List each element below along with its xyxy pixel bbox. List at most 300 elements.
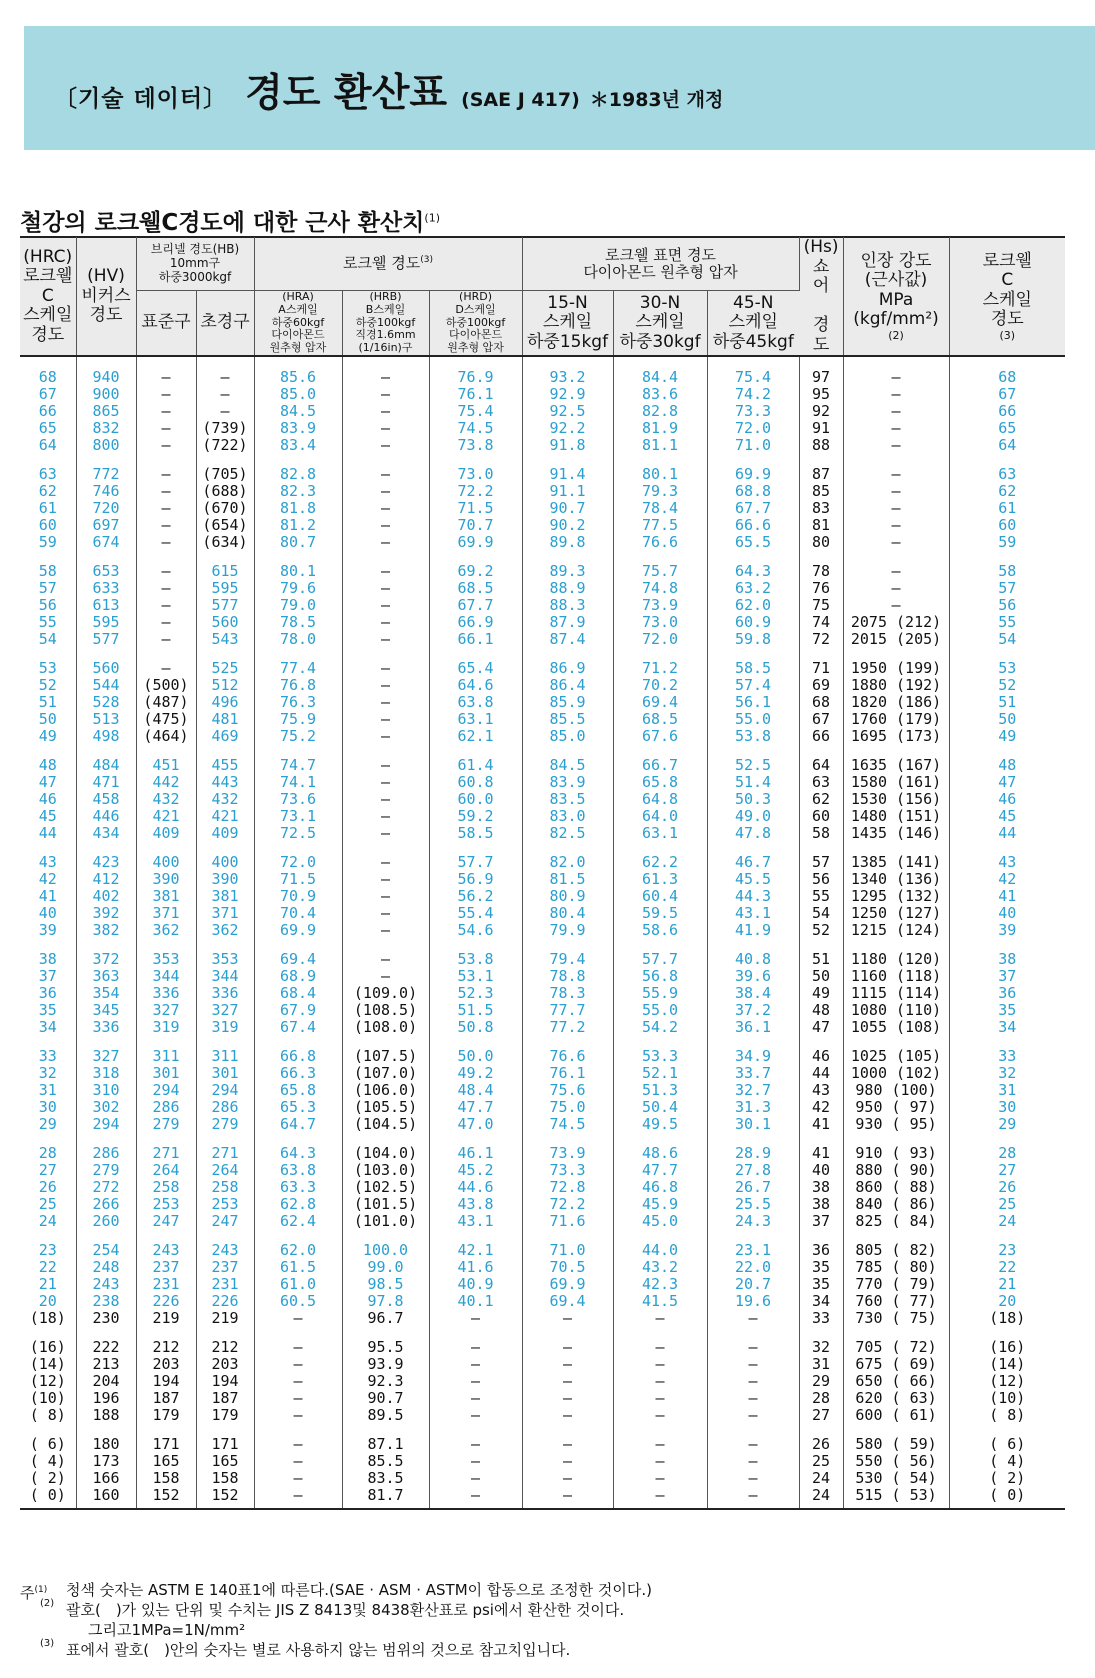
cell-tensile: — xyxy=(843,420,949,437)
cell-45n: 34.9 xyxy=(707,1036,799,1065)
cell-tensile: — xyxy=(843,500,949,517)
cell-tensile: 840 ( 86) xyxy=(843,1196,949,1213)
cell-hb-standard: 165 xyxy=(136,1453,196,1470)
cell-30n: 75.7 xyxy=(613,551,707,580)
table-row xyxy=(20,1424,1065,1453)
cell-15n: 69.4 xyxy=(522,1293,613,1310)
cell-45n: — xyxy=(707,1407,799,1424)
cell-hrc-right: 66 xyxy=(998,402,1017,421)
cell-hrd: 74.5 xyxy=(429,420,522,437)
cell-hrb: (107.5) xyxy=(342,1036,429,1065)
cell-hrc: 67 xyxy=(20,386,76,403)
table-row xyxy=(20,403,1065,420)
table-row xyxy=(20,939,1065,968)
cell-hb-carbide: 615 xyxy=(196,551,254,580)
cell-hrb: — xyxy=(342,677,429,694)
cell-hrc: 33 xyxy=(20,1036,76,1065)
cell-45n: 65.5 xyxy=(707,534,799,551)
table-row xyxy=(20,745,1065,774)
cell-tensile: 1435 (146) xyxy=(843,825,949,842)
cell-hv: 188 xyxy=(76,1407,136,1424)
cell-30n: 57.7 xyxy=(613,939,707,968)
hardness-conversion-table xyxy=(20,236,1065,1510)
cell-hb-standard: 311 xyxy=(136,1036,196,1065)
cell-hrc-right: ( 2) xyxy=(989,1469,1026,1488)
cell-15n: 85.0 xyxy=(522,728,613,745)
cell-hv: 544 xyxy=(76,677,136,694)
cell-15n: 83.5 xyxy=(522,791,613,808)
cell-hv: 345 xyxy=(76,1002,136,1019)
cell-45n: — xyxy=(707,1453,799,1470)
cell-hs: 60 xyxy=(799,808,843,825)
cell-hrc: 49 xyxy=(20,728,76,745)
cell-30n: 65.8 xyxy=(613,774,707,791)
cell-hs: 72 xyxy=(799,631,843,648)
cell-15n: — xyxy=(522,1487,613,1509)
cell-hrb: — xyxy=(342,871,429,888)
cell-hrc: 40 xyxy=(20,905,76,922)
col-hrd: (HRD) D스케일 하중100kgf 다이아몬드 원추형 압자 xyxy=(429,290,522,356)
cell-45n: 75.4 xyxy=(707,356,799,386)
cell-hb-standard: — xyxy=(136,403,196,420)
table-row xyxy=(20,711,1065,728)
cell-hv: 392 xyxy=(76,905,136,922)
cell-hra: 85.0 xyxy=(254,386,342,403)
cell-45n: 60.9 xyxy=(707,614,799,631)
cell-30n: — xyxy=(613,1310,707,1327)
cell-hrc-right: 38 xyxy=(998,950,1017,969)
cell-hb-carbide: 381 xyxy=(196,888,254,905)
cell-45n: 20.7 xyxy=(707,1276,799,1293)
cell-hs: 83 xyxy=(799,500,843,517)
cell-tensile: 550 ( 56) xyxy=(843,1453,949,1470)
cell-30n: 81.9 xyxy=(613,420,707,437)
cell-hb-carbide: 496 xyxy=(196,694,254,711)
cell-hv: 772 xyxy=(76,454,136,483)
cell-hra: 64.7 xyxy=(254,1116,342,1133)
cell-hrd: 59.2 xyxy=(429,808,522,825)
cell-hrc-right: 32 xyxy=(998,1064,1017,1083)
cell-hb-standard: 258 xyxy=(136,1179,196,1196)
table-row xyxy=(20,825,1065,842)
table-row xyxy=(20,1390,1065,1407)
cell-hb-standard: 451 xyxy=(136,745,196,774)
cell-hs: 26 xyxy=(799,1424,843,1453)
cell-hra: 80.7 xyxy=(254,534,342,551)
table-row xyxy=(20,1230,1065,1259)
cell-15n: 82.5 xyxy=(522,825,613,842)
revision-label: ＊1983년 개정 xyxy=(589,89,724,111)
cell-tensile: — xyxy=(843,403,949,420)
table-row xyxy=(20,356,1065,386)
cell-30n: 60.4 xyxy=(613,888,707,905)
cell-hrd: 68.5 xyxy=(429,580,522,597)
cell-45n: 62.0 xyxy=(707,597,799,614)
cell-hrc: 22 xyxy=(20,1259,76,1276)
cell-hv: 832 xyxy=(76,420,136,437)
cell-hra: 61.0 xyxy=(254,1276,342,1293)
table-row xyxy=(20,1453,1065,1470)
cell-hb-carbide: 301 xyxy=(196,1065,254,1082)
cell-tensile: — xyxy=(843,534,949,551)
cell-hra: 82.3 xyxy=(254,483,342,500)
cell-hrb: (104.0) xyxy=(342,1133,429,1162)
cell-hrc-right: 26 xyxy=(998,1178,1017,1197)
table-row xyxy=(20,1019,1065,1036)
table-row xyxy=(20,420,1065,437)
cell-15n: — xyxy=(522,1453,613,1470)
cell-hv: 204 xyxy=(76,1373,136,1390)
cell-15n: 92.5 xyxy=(522,403,613,420)
cell-hrd: 73.0 xyxy=(429,454,522,483)
cell-hra: 68.4 xyxy=(254,985,342,1002)
cell-hrd: 46.1 xyxy=(429,1133,522,1162)
cell-15n: 70.5 xyxy=(522,1259,613,1276)
cell-45n: 33.7 xyxy=(707,1065,799,1082)
cell-tensile: 1025 (105) xyxy=(843,1036,949,1065)
cell-45n: 52.5 xyxy=(707,745,799,774)
cell-hb-carbide: 243 xyxy=(196,1230,254,1259)
table-row xyxy=(20,888,1065,905)
cell-hra: 79.0 xyxy=(254,597,342,614)
cell-30n: 45.9 xyxy=(613,1196,707,1213)
cell-hrc-right: 31 xyxy=(998,1081,1017,1100)
table-row xyxy=(20,1099,1065,1116)
cell-hs: 31 xyxy=(799,1356,843,1373)
cell-45n: 25.5 xyxy=(707,1196,799,1213)
cell-hrc: 57 xyxy=(20,580,76,597)
cell-hb-standard: 327 xyxy=(136,1002,196,1019)
cell-hra: 66.8 xyxy=(254,1036,342,1065)
cell-hb-standard: 421 xyxy=(136,808,196,825)
cell-hrc-right: 59 xyxy=(998,533,1017,552)
cell-45n: 39.6 xyxy=(707,968,799,985)
table-row xyxy=(20,1133,1065,1162)
cell-15n: 77.7 xyxy=(522,1002,613,1019)
cell-hra: 67.4 xyxy=(254,1019,342,1036)
table-row xyxy=(20,551,1065,580)
cell-hrb: 89.5 xyxy=(342,1407,429,1424)
cell-hrd: 41.6 xyxy=(429,1259,522,1276)
table-row xyxy=(20,1293,1065,1310)
cell-hrb: — xyxy=(342,517,429,534)
cell-hra: 78.5 xyxy=(254,614,342,631)
cell-hs: 76 xyxy=(799,580,843,597)
cell-30n: 53.3 xyxy=(613,1036,707,1065)
cell-hra: 64.3 xyxy=(254,1133,342,1162)
cell-hb-carbide: (705) xyxy=(196,454,254,483)
cell-15n: 69.9 xyxy=(522,1276,613,1293)
cell-hrd: 53.8 xyxy=(429,939,522,968)
cell-hrd: — xyxy=(429,1453,522,1470)
cell-hrc: 39 xyxy=(20,922,76,939)
table-row xyxy=(20,694,1065,711)
cell-tensile: 530 ( 54) xyxy=(843,1470,949,1487)
cell-hra: 68.9 xyxy=(254,968,342,985)
cell-hrd: 64.6 xyxy=(429,677,522,694)
cell-15n: — xyxy=(522,1424,613,1453)
cell-tensile: 910 ( 93) xyxy=(843,1133,949,1162)
cell-45n: — xyxy=(707,1373,799,1390)
cell-hv: 446 xyxy=(76,808,136,825)
cell-45n: 67.7 xyxy=(707,500,799,517)
cell-hra: 62.0 xyxy=(254,1230,342,1259)
cell-hb-standard: 432 xyxy=(136,791,196,808)
cell-hra: 74.1 xyxy=(254,774,342,791)
cell-45n: 43.1 xyxy=(707,905,799,922)
cell-45n: — xyxy=(707,1487,799,1509)
cell-hra: 75.9 xyxy=(254,711,342,728)
cell-hrb: — xyxy=(342,728,429,745)
cell-hv: 382 xyxy=(76,922,136,939)
col-hb-carbide: 초경구 xyxy=(196,290,254,356)
cell-hrd: 55.4 xyxy=(429,905,522,922)
cell-hs: 40 xyxy=(799,1162,843,1179)
cell-15n: 80.9 xyxy=(522,888,613,905)
cell-hb-standard: (464) xyxy=(136,728,196,745)
cell-hv: 222 xyxy=(76,1327,136,1356)
cell-15n: 80.4 xyxy=(522,905,613,922)
cell-hs: 49 xyxy=(799,985,843,1002)
cell-hb-carbide: 264 xyxy=(196,1162,254,1179)
cell-hrb: (102.5) xyxy=(342,1179,429,1196)
cell-hrc-right: 28 xyxy=(998,1144,1017,1163)
cell-hrc-right: 24 xyxy=(998,1212,1017,1231)
cell-hb-standard: — xyxy=(136,614,196,631)
cell-hb-standard: 390 xyxy=(136,871,196,888)
cell-hb-carbide: 595 xyxy=(196,580,254,597)
cell-hs: 67 xyxy=(799,711,843,728)
cell-hrb: — xyxy=(342,888,429,905)
cell-hrb: 92.3 xyxy=(342,1373,429,1390)
col-hrc: (HRC) 로크웰 C 스케일 경도 xyxy=(20,237,76,356)
cell-hrb: 96.7 xyxy=(342,1310,429,1327)
cell-hrc: 46 xyxy=(20,791,76,808)
cell-hrb: — xyxy=(342,614,429,631)
cell-hb-standard: — xyxy=(136,386,196,403)
cell-hb-carbide: 577 xyxy=(196,597,254,614)
cell-hb-standard: 294 xyxy=(136,1082,196,1099)
cell-15n: 71.0 xyxy=(522,1230,613,1259)
cell-hs: 66 xyxy=(799,728,843,745)
cell-hrc: 53 xyxy=(20,648,76,677)
cell-hrc: 21 xyxy=(20,1276,76,1293)
cell-hrd: — xyxy=(429,1390,522,1407)
cell-hrd: — xyxy=(429,1327,522,1356)
cell-hrb: 95.5 xyxy=(342,1327,429,1356)
cell-hrc: 31 xyxy=(20,1082,76,1099)
cell-hra: — xyxy=(254,1356,342,1373)
cell-hrc: 45 xyxy=(20,808,76,825)
cell-30n: — xyxy=(613,1407,707,1424)
cell-hs: 52 xyxy=(799,922,843,939)
cell-hs: 34 xyxy=(799,1293,843,1310)
cell-45n: 74.2 xyxy=(707,386,799,403)
cell-30n: 82.8 xyxy=(613,403,707,420)
table-row xyxy=(20,1082,1065,1099)
cell-hs: 57 xyxy=(799,842,843,871)
cell-hb-standard: 171 xyxy=(136,1424,196,1453)
cell-hb-carbide: 253 xyxy=(196,1196,254,1213)
col-group-surface: 로크웰 표면 경도 다이아몬드 원추형 압자 xyxy=(522,237,799,290)
cell-hra: — xyxy=(254,1373,342,1390)
cell-30n: 80.1 xyxy=(613,454,707,483)
cell-hv: 577 xyxy=(76,631,136,648)
cell-45n: 49.0 xyxy=(707,808,799,825)
cell-hb-standard: 409 xyxy=(136,825,196,842)
cell-hra: 74.7 xyxy=(254,745,342,774)
cell-hv: 484 xyxy=(76,745,136,774)
cell-hrc-right: ( 6) xyxy=(989,1435,1026,1454)
table-body xyxy=(20,356,1065,1509)
cell-tensile: 860 ( 88) xyxy=(843,1179,949,1196)
cell-hra: 73.1 xyxy=(254,808,342,825)
cell-tensile: 1760 (179) xyxy=(843,711,949,728)
cell-hrc: 44 xyxy=(20,825,76,842)
cell-hrc: ( 8) xyxy=(20,1407,76,1424)
cell-hrc-right: 22 xyxy=(998,1258,1017,1277)
cell-hs: 43 xyxy=(799,1082,843,1099)
cell-hs: 32 xyxy=(799,1327,843,1356)
cell-hrc-right: 43 xyxy=(998,853,1017,872)
cell-hra: 78.0 xyxy=(254,631,342,648)
cell-hb-carbide: 219 xyxy=(196,1310,254,1327)
cell-15n: 72.8 xyxy=(522,1179,613,1196)
cell-hrb: 99.0 xyxy=(342,1259,429,1276)
cell-hrc: 38 xyxy=(20,939,76,968)
cell-hra: 62.4 xyxy=(254,1213,342,1230)
cell-hrb: — xyxy=(342,500,429,517)
cell-hb-standard: — xyxy=(136,580,196,597)
cell-hra: 79.6 xyxy=(254,580,342,597)
cell-hrc-right: 65 xyxy=(998,419,1017,438)
cell-hrc-right: 48 xyxy=(998,756,1017,775)
cell-hrd: 47.7 xyxy=(429,1099,522,1116)
cell-tensile: — xyxy=(843,597,949,614)
cell-hrc: 48 xyxy=(20,745,76,774)
cell-hrd: 71.5 xyxy=(429,500,522,517)
table-row xyxy=(20,842,1065,871)
cell-hv: 471 xyxy=(76,774,136,791)
cell-15n: 86.9 xyxy=(522,648,613,677)
cell-hrd: 50.8 xyxy=(429,1019,522,1036)
cell-hra: — xyxy=(254,1424,342,1453)
cell-hv: 633 xyxy=(76,580,136,597)
cell-hs: 28 xyxy=(799,1390,843,1407)
table-row xyxy=(20,1162,1065,1179)
cell-tensile: — xyxy=(843,517,949,534)
cell-hb-standard: 344 xyxy=(136,968,196,985)
cell-hra: — xyxy=(254,1390,342,1407)
cell-hs: 37 xyxy=(799,1213,843,1230)
cell-hb-standard: 301 xyxy=(136,1065,196,1082)
cell-hra: 72.5 xyxy=(254,825,342,842)
table-row xyxy=(20,631,1065,648)
cell-hrb: (108.0) xyxy=(342,1019,429,1036)
cell-hra: 63.3 xyxy=(254,1179,342,1196)
cell-hrc: 27 xyxy=(20,1162,76,1179)
cell-hb-standard: — xyxy=(136,356,196,386)
cell-tensile: 1295 (132) xyxy=(843,888,949,905)
cell-hrc-right: ( 0) xyxy=(949,1487,1065,1509)
cell-hv: 213 xyxy=(76,1356,136,1373)
cell-15n: 90.2 xyxy=(522,517,613,534)
cell-hs: 29 xyxy=(799,1373,843,1390)
cell-45n: 57.4 xyxy=(707,677,799,694)
cell-hrc-right: 54 xyxy=(998,630,1017,649)
cell-hrc-right: 29 xyxy=(998,1115,1017,1134)
cell-hrd: 69.9 xyxy=(429,534,522,551)
cell-hv: 674 xyxy=(76,534,136,551)
cell-hv: 720 xyxy=(76,500,136,517)
cell-hrb: — xyxy=(342,905,429,922)
cell-hs: 47 xyxy=(799,1019,843,1036)
cell-hrc: 41 xyxy=(20,888,76,905)
cell-hv: 279 xyxy=(76,1162,136,1179)
cell-hv: 434 xyxy=(76,825,136,842)
cell-hb-carbide: 481 xyxy=(196,711,254,728)
cell-30n: 79.3 xyxy=(613,483,707,500)
cell-hrd: 63.1 xyxy=(429,711,522,728)
cell-hs: 42 xyxy=(799,1099,843,1116)
cell-30n: — xyxy=(613,1327,707,1356)
cell-hrd: 75.4 xyxy=(429,403,522,420)
cell-hrc: 52 xyxy=(20,677,76,694)
cell-hrc-right: (14) xyxy=(989,1355,1026,1374)
cell-hs: 33 xyxy=(799,1310,843,1327)
cell-hb-carbide: 187 xyxy=(196,1390,254,1407)
cell-hrc: ( 2) xyxy=(20,1470,76,1487)
cell-tensile: 980 (100) xyxy=(843,1082,949,1099)
cell-45n: 69.9 xyxy=(707,454,799,483)
cell-30n: 55.0 xyxy=(613,1002,707,1019)
cell-15n: 76.1 xyxy=(522,1065,613,1082)
cell-hra: 80.1 xyxy=(254,551,342,580)
cell-15n: 91.8 xyxy=(522,437,613,454)
cell-tensile: 950 ( 97) xyxy=(843,1099,949,1116)
cell-30n: 64.8 xyxy=(613,791,707,808)
cell-hra: 70.9 xyxy=(254,888,342,905)
cell-hra: 82.8 xyxy=(254,454,342,483)
cell-15n: 92.2 xyxy=(522,420,613,437)
cell-15n: — xyxy=(522,1373,613,1390)
cell-hb-standard: 226 xyxy=(136,1293,196,1310)
cell-hrb: 100.0 xyxy=(342,1230,429,1259)
cell-hrc: ( 6) xyxy=(20,1424,76,1453)
cell-hrd: 66.9 xyxy=(429,614,522,631)
cell-tensile: 930 ( 95) xyxy=(843,1116,949,1133)
cell-hb-carbide: (654) xyxy=(196,517,254,534)
cell-hrc-right: 56 xyxy=(998,596,1017,615)
cell-hrc-right: 51 xyxy=(998,693,1017,712)
table-row xyxy=(20,1179,1065,1196)
cell-15n: — xyxy=(522,1407,613,1424)
cell-30n: — xyxy=(613,1424,707,1453)
cell-hv: 402 xyxy=(76,888,136,905)
col-group-rockwell: 로크웰 경도$^{(3)}$ xyxy=(254,237,522,290)
col-hrc-right: 로크웰 C 스케일 경도 (3) xyxy=(949,237,1065,356)
cell-hrd: 66.1 xyxy=(429,631,522,648)
cell-hb-carbide: 294 xyxy=(196,1082,254,1099)
cell-tensile: 650 ( 66) xyxy=(843,1373,949,1390)
cell-hs: 97 xyxy=(799,356,843,386)
cell-hv: 272 xyxy=(76,1179,136,1196)
cell-hrc: 59 xyxy=(20,534,76,551)
cell-hrb: — xyxy=(342,356,429,386)
cell-tensile: — xyxy=(843,580,949,597)
cell-hb-standard: 203 xyxy=(136,1356,196,1373)
cell-15n: 75.0 xyxy=(522,1099,613,1116)
